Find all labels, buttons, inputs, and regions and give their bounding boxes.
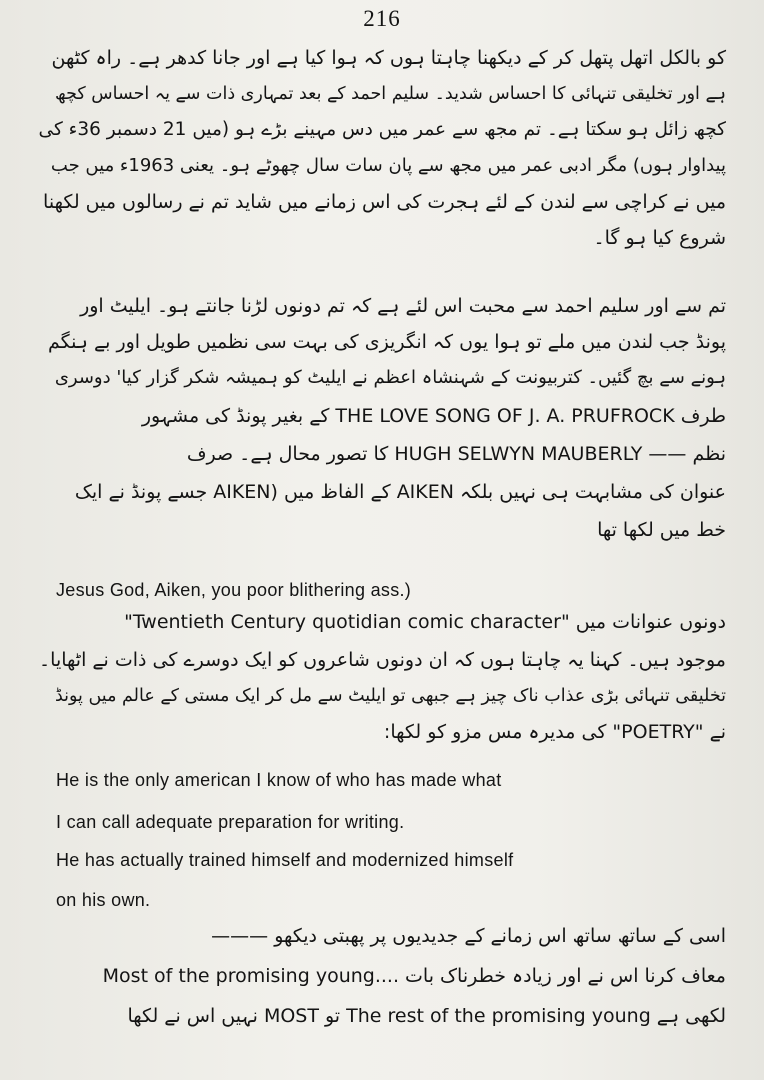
paragraph-4-line-2: Most of the promising young.... معاف کرنا اس نے اور زیادہ خطرناک بات [102, 965, 726, 987]
paragraph-3-line-2: موجود ہیں۔ کہنا یہ چاہتا ہوں کہ ان دونوں شاعروں کو ایک دوسرے کی ذات نے اٹھایا۔ [39, 649, 726, 671]
paragraph-1-line-3: کچھ زائل ہو سکتا ہے۔ تم مجھ سے عمر میں دس مہینے بڑے ہو (میں 21 دسمبر 36ء کی [38, 119, 726, 140]
quote-2-line-3: He has actually trained himself and modernized himself [56, 850, 514, 870]
paragraph-1-line-4: پیداوار ہوں) مگر ادبی عمر میں مجھ سے پان سات سال چھوٹے ہو۔ یعنی 1963ء میں جب [50, 155, 726, 176]
paragraph-2-line-3: ہونے سے بچ گئیں۔ کتربیونت کے شہنشاہ اعظم نے ایلیٹ کو ہمیشہ شکر گزار کیا' دوسری [54, 367, 726, 388]
paragraph-1-line-5: میں نے کراچی سے لندن کے لئے ہجرت کی اس زمانے میں شاید تم نے رسالوں میں لکھنا [43, 191, 726, 213]
paragraph-2-line-6: عنوان کی مشابہت ہی نہیں بلکہ AIKEN کے الفاظ میں (AIKEN جسے پونڈ نے ایک [74, 481, 726, 503]
paragraph-1-line-2: ہے اور تخلیقی تنہائی کا احساس شدید۔ سلیم احمد کے بعد تمہاری ذات سے یہ احساس کچھ [55, 84, 726, 104]
paragraph-4-line-1: اسی کے ساتھ ساتھ اس زمانے کے جدیدیوں پر پھبتی دیکھو ——— [211, 925, 726, 947]
paragraph-1-line-1: کو بالکل اتھل پتھل کر کے دیکھنا چاہتا ہوں کہ ہوا کیا ہے اور جانا کدھر ہے۔ راہ کٹھن [51, 47, 726, 69]
paragraph-3-line-1: دونوں عنوانات میں "Twentieth Century quotidian comic character" [124, 611, 726, 633]
paragraph-3-line-4: نے "POETRY" کی مدیرہ مس مزو کو لکھا: [383, 721, 726, 743]
quote-2-line-2: I can call adequate preparation for writing. [56, 812, 405, 832]
quote-1: Jesus God, Aiken, you poor blithering ass.) [56, 580, 412, 600]
quote-2-line-4: on his own. [56, 890, 151, 910]
paragraph-2-line-2: پونڈ جب لندن میں ملے تو ہوا یوں کہ انگریزی کی بہت سی نظمیں طویل اور بے ہنگم [47, 331, 726, 353]
quote-2-line-1: He is the only american I know of who has made what [56, 770, 502, 790]
paragraph-1-line-6: شروع کیا ہو گا۔ [593, 227, 726, 249]
paragraph-2-line-7: خط میں لکھا تھا [597, 519, 726, 541]
paragraph-3-line-3: تخلیقی تنہائی بڑی عذاب ناک چیز ہے جبھی تو ایلیٹ سے مل کر ایک مستی کے عالم میں پونڈ [54, 686, 726, 706]
page-number: 216 [363, 6, 401, 31]
paragraph-2-line-4: طرف THE LOVE SONG OF J. A. PRUFROCK کے بغیر پونڈ کی مشہور [141, 405, 726, 427]
paragraph-2-line-5: نظم —— HUGH SELWYN MAUBERLY کا تصور محال ہے۔ صرف [186, 443, 726, 465]
paragraph-2-line-1: تم سے اور سلیم احمد سے محبت اس لئے ہے کہ تم دونوں لڑنا جانتے ہو۔ ایلیٹ اور [80, 295, 726, 317]
paragraph-4-line-3: لکھی ہے The rest of the promising young تو MOST نہیں اس نے لکھا [127, 1005, 726, 1027]
